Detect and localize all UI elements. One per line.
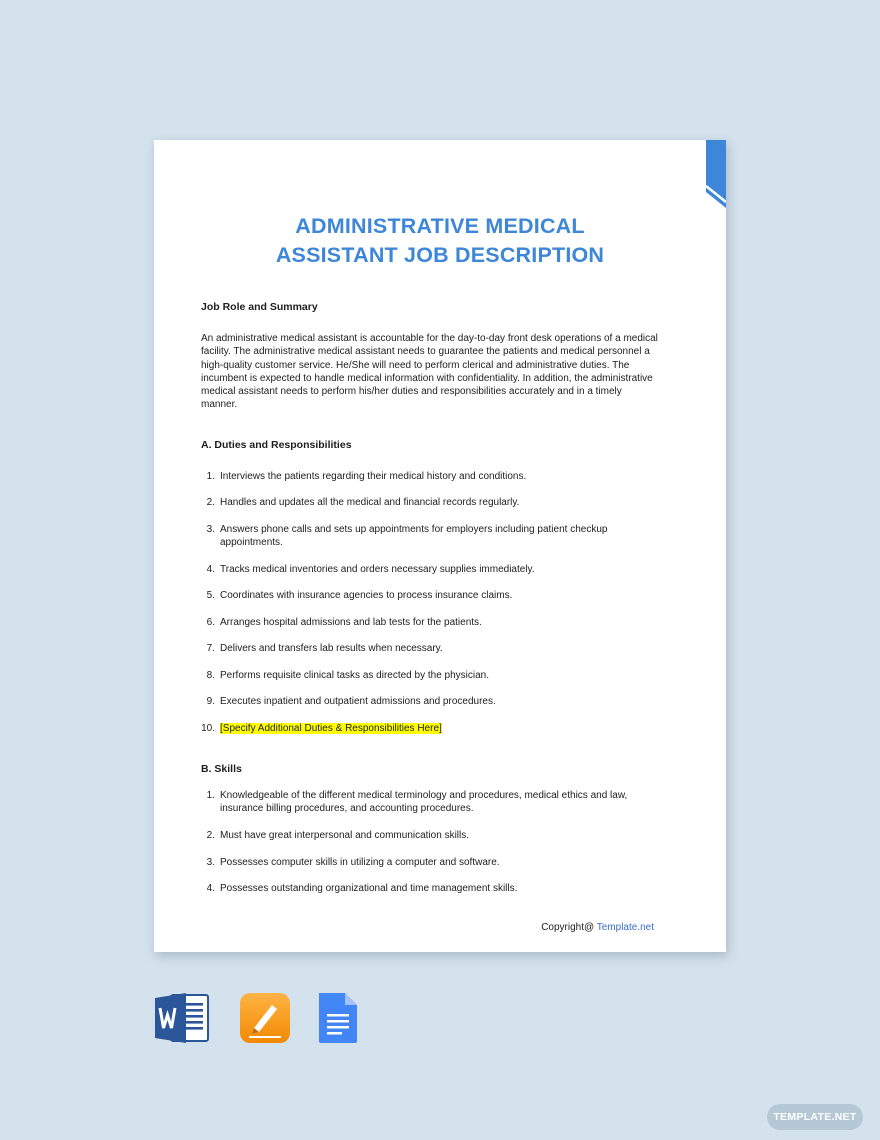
list-text: Possesses outstanding organizational and time management skills. [220,883,518,894]
list-number: 7. [206,643,215,654]
list-number: 2. [206,497,215,508]
list-text: Arranges hospital admissions and lab tests for the patients. [220,617,482,628]
list-text: Answers phone calls and sets up appointments for employers including patient checkup appointments. [220,524,608,549]
duties-heading: A. Duties and Responsibilities [201,439,352,451]
list-number: 6. [206,617,215,628]
list-text: Must have great interpersonal and communication skills. [220,830,470,841]
list-number: 4. [206,564,215,575]
list-number: 3. [206,857,215,868]
placeholder-text[interactable] [220,722,650,735]
list-text: Delivers and transfers lab results when necessary. [220,643,443,654]
pages-icon[interactable] [239,992,291,1044]
list-text: Tracks medical inventories and orders necessary supplies immediately. [220,564,535,575]
word-icon[interactable] [155,992,211,1044]
list-number: 1. [206,790,215,801]
list-text: Handles and updates all the medical and financial records regularly. [220,497,520,508]
list-text: Knowledgeable of the different medical terminology and procedures, medical ethics and law, insurance billing procedures, and accounting procedures. [220,790,628,815]
document-page [154,140,726,952]
copyright-notice [541,922,654,933]
highlighted-placeholder[interactable]: [Specify Additional Duties & Responsibilities Here] [220,723,442,734]
title-line-1: ADMINISTRATIVE MEDICAL [295,214,585,238]
list-text: Interviews the patients regarding their medical history and conditions. [220,471,527,482]
list-text: Possesses computer skills in utilizing a computer and software. [220,857,500,868]
list-number: 3. [206,524,215,535]
title-line-2: ASSISTANT JOB DESCRIPTION [275,243,605,267]
list-number: 9. [206,696,215,707]
google-docs-icon[interactable] [317,992,359,1044]
list-number: 10. [201,723,215,734]
template-net-badge[interactable]: TEMPLATE.NET [767,1104,863,1130]
copyright-prefix: Copyright@ [541,922,597,933]
list-number: 2. [206,830,215,841]
summary-paragraph: An administrative medical assistant is accountable for the day-to-day front desk operations of a medical facility. The administrative medical assistant needs to guarantee the patients and medical personnel a high-quality customer service. He/She will need to perform clerical and administrative duties. The incumbent is expected to handle medical information with confidentiality. In addition, the administrative medical assistant needs to perform his/her duties and responsibilities accurately and in a timely manner. [201,333,658,411]
list-text: Coordinates with insurance agencies to process insurance claims. [220,590,513,601]
list-number: 4. [206,883,215,894]
list-text: Performs requisite clinical tasks as directed by the physician. [220,670,490,681]
list-number: 8. [206,670,215,681]
corner-ribbon-decoration [706,140,726,210]
template-net-link[interactable]: Template.net [596,922,654,933]
list-number: 5. [206,590,215,601]
document-title [154,212,726,270]
skills-heading: B. Skills [201,763,242,775]
list-number: 1. [206,471,215,482]
list-text: Executes inpatient and outpatient admissions and procedures. [220,696,496,707]
summary-heading: Job Role and Summary [201,301,318,313]
